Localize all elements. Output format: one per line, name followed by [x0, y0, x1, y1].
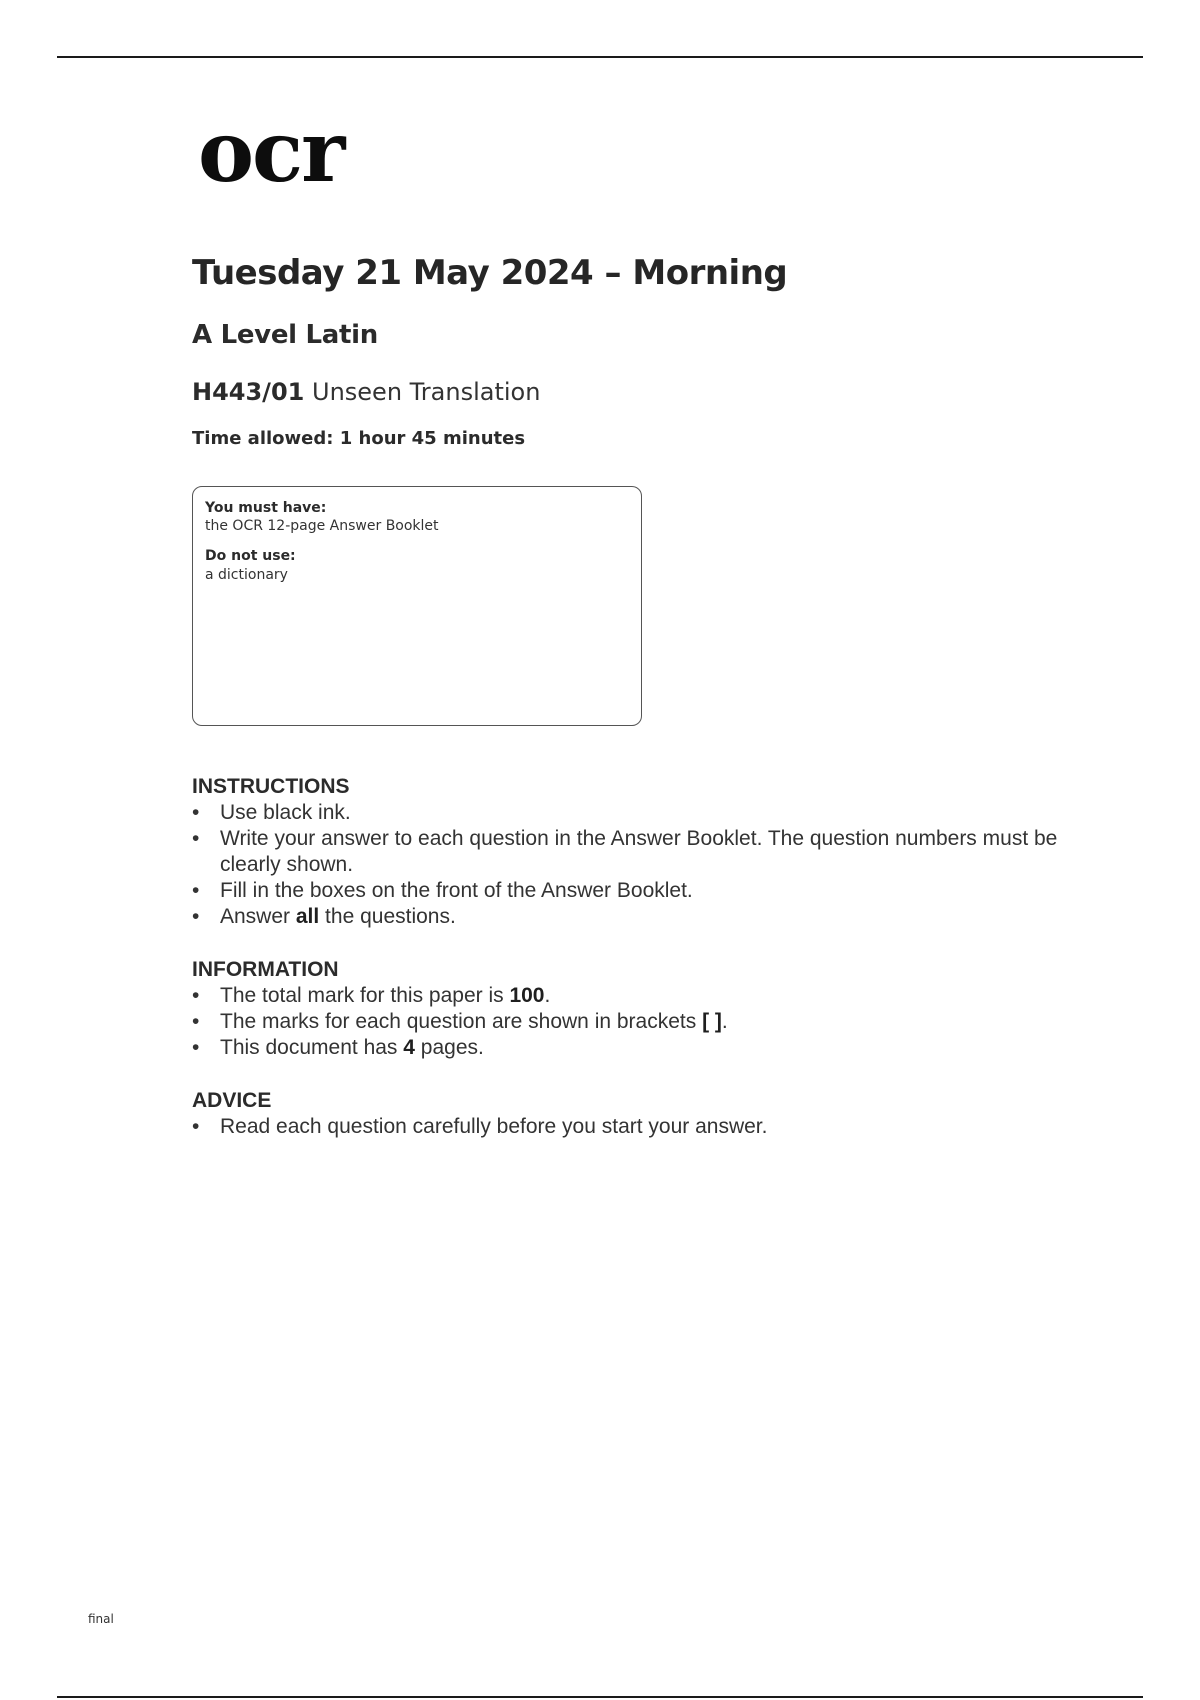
must-have-item: the OCR 12-page Answer Booklet	[205, 518, 439, 535]
advice-section	[192, 1088, 1072, 1140]
bullet-icon: •	[192, 905, 200, 928]
do-not-use-label: Do not use:	[205, 548, 296, 565]
information-section	[192, 957, 1072, 1061]
must-have-label: You must have:	[205, 500, 327, 516]
top-rule	[57, 56, 1143, 58]
bullet-icon: •	[192, 984, 200, 1007]
component-code: H443/01	[192, 378, 305, 406]
list-item: • Write your answer to each question in the Answer Booklet. The question numbers must be clearly shown.	[192, 827, 1058, 876]
do-not-use-item: a dictionary	[205, 566, 288, 583]
information-heading: INFORMATION	[192, 958, 339, 981]
bottom-rule	[57, 1696, 1143, 1698]
bullet-icon: •	[192, 1036, 200, 1059]
requirements-box	[192, 486, 642, 726]
exam-date: Tuesday 21 May 2024 – Morning	[192, 253, 788, 293]
bullet-icon: •	[192, 827, 200, 850]
qualification-title: A Level Latin	[192, 320, 378, 350]
list-item: • The total mark for this paper is 100.	[192, 984, 551, 1007]
component-title: Unseen Translation	[312, 378, 541, 406]
instructions-section	[192, 774, 1072, 930]
bullet-icon: •	[192, 1010, 200, 1033]
advice-list	[192, 1114, 1072, 1140]
component-line	[192, 380, 540, 404]
instructions-heading: INSTRUCTIONS	[192, 775, 350, 798]
footer-mark: final	[88, 1612, 114, 1626]
list-item: • This document has 4 pages.	[192, 1036, 484, 1059]
time-allowed: Time allowed: 1 hour 45 minutes	[192, 428, 526, 449]
bullet-icon: •	[192, 879, 200, 902]
list-item: • Fill in the boxes on the front of the Answer Booklet.	[192, 879, 693, 902]
list-item: • Answer all the questions.	[192, 905, 456, 928]
advice-heading: ADVICE	[192, 1089, 272, 1112]
list-item: • Read each question carefully before you start your answer.	[192, 1115, 768, 1138]
instructions-list	[192, 800, 1072, 930]
list-item: • Use black ink.	[192, 801, 351, 824]
bullet-icon: •	[192, 801, 200, 824]
bullet-icon: •	[192, 1115, 200, 1138]
list-item: • The marks for each question are shown in brackets [ ].	[192, 1010, 728, 1033]
information-list	[192, 983, 1072, 1061]
ocr-logo: ocr	[198, 102, 344, 201]
